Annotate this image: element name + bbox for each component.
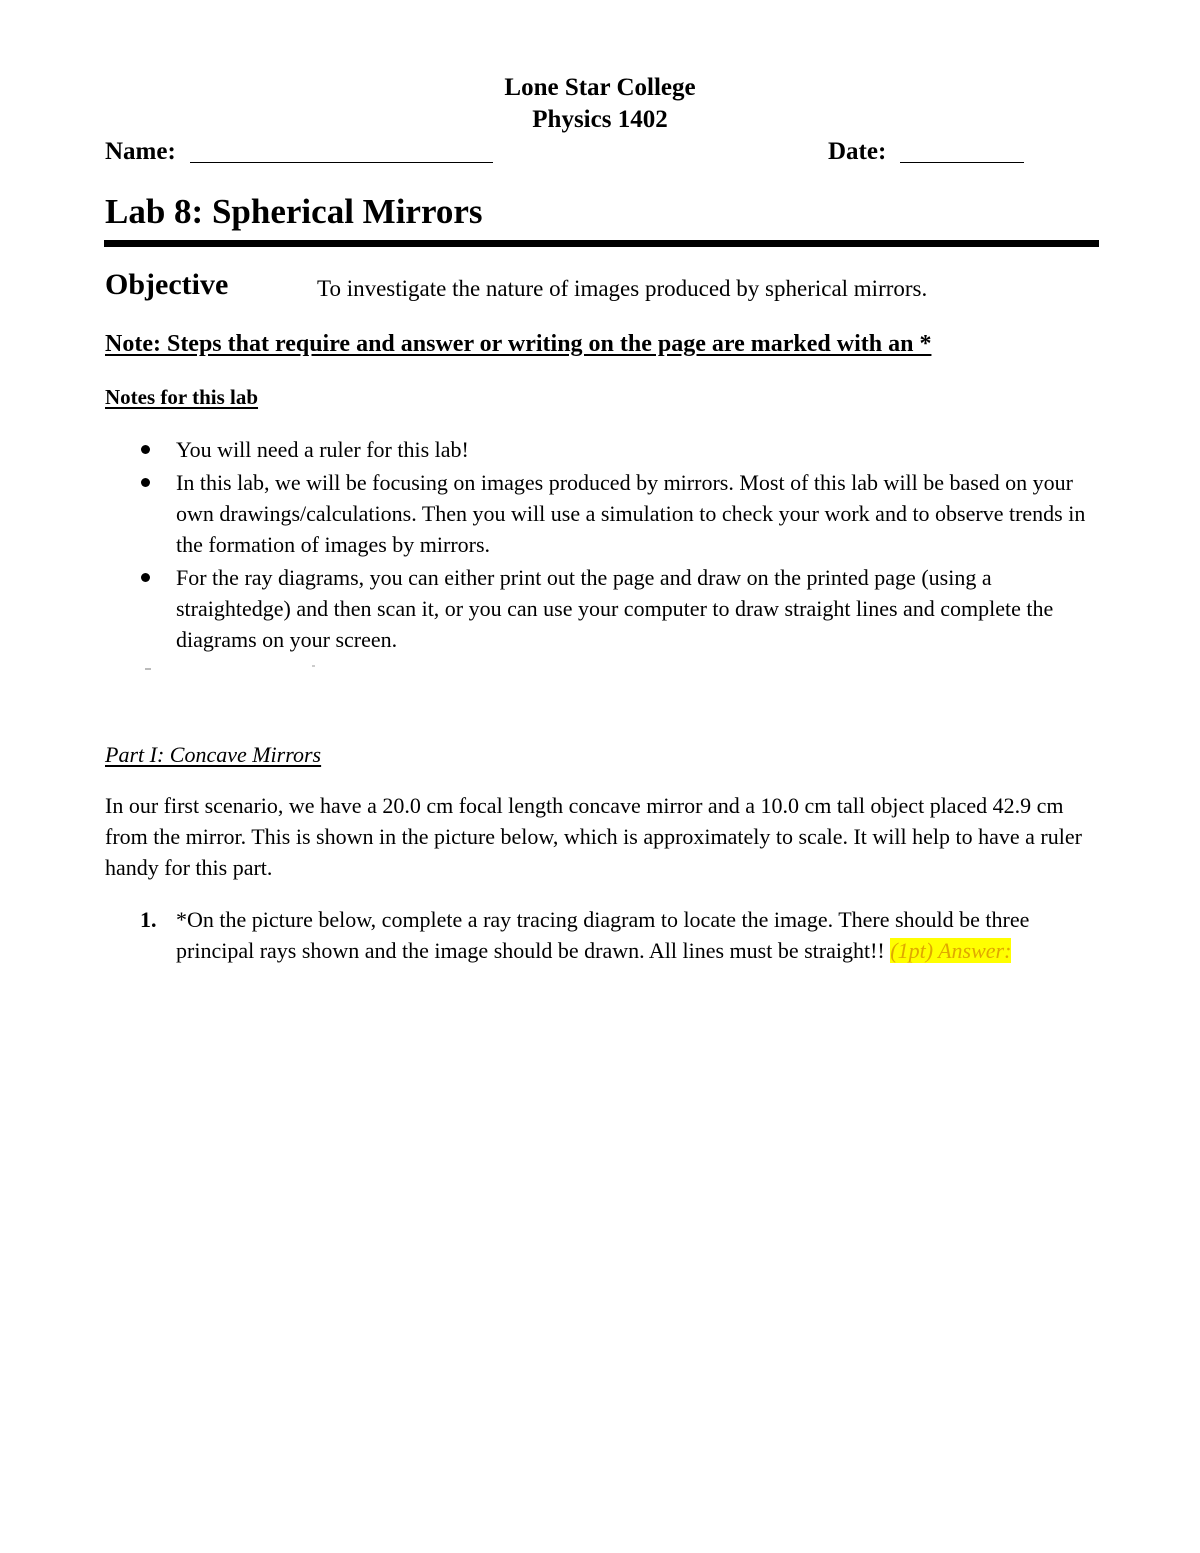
list-item [140,562,1100,655]
part1-intro: In our first scenario, we have a 20.0 cm focal length concave mirror and a 10.0 cm tall object placed 42.9 cm from the mirror. This is shown in the picture below, which is approximately to scale. It will help to have a ruler handy for this part. [105,793,1082,880]
note-item-text: You will need a ruler for this lab! [176,437,469,462]
institution-heading: Lone Star College [504,74,696,101]
notes-list [140,434,1100,657]
note-text: Note: Steps that require and answer or writing on the page are marked with an * [105,331,932,357]
bullet-icon [141,478,150,487]
notes-heading: Notes for this lab [105,385,259,409]
note-item-text: For the ray diagrams, you can either print out the page and draw on the printed page (using a straightedge) and then scan it, or you can use your computer to draw straight lines and complete the diagrams on your screen. [176,565,1054,652]
date-field[interactable] [900,162,1024,163]
date-label: Date: [828,138,887,165]
objective-label: Objective [105,268,229,301]
answer-label[interactable]: (1pt) Answer: [890,938,1012,963]
question-number: 1. [140,907,157,932]
objective-text: To investigate the nature of images produced by spherical mirrors. [317,276,928,301]
course-heading: Physics 1402 [532,106,668,133]
question-text: *On the picture below, complete a ray tracing diagram to locate the image. There should be three principal rays shown and the image should be drawn. All lines must be straight!! [176,907,1030,963]
note-item-text: In this lab, we will be focusing on images produced by mirrors. Most of this lab will be based on your own drawings/calculations. Then you will use a simulation to check your work and to observe trends in the formation of images by mirrors. [176,470,1086,557]
bullet-icon [141,445,150,454]
page-title: Lab 8: Spherical Mirrors [105,192,483,231]
name-field[interactable] [190,162,493,163]
bullet-icon [141,573,150,582]
title-divider [104,240,1099,247]
list-item [140,467,1100,560]
name-label: Name: [105,138,176,165]
stray-mark [312,665,315,667]
part1-heading: Part I: Concave Mirrors [105,742,322,767]
question-1 [140,904,1100,966]
stray-mark [145,668,151,670]
list-item [140,434,1100,465]
